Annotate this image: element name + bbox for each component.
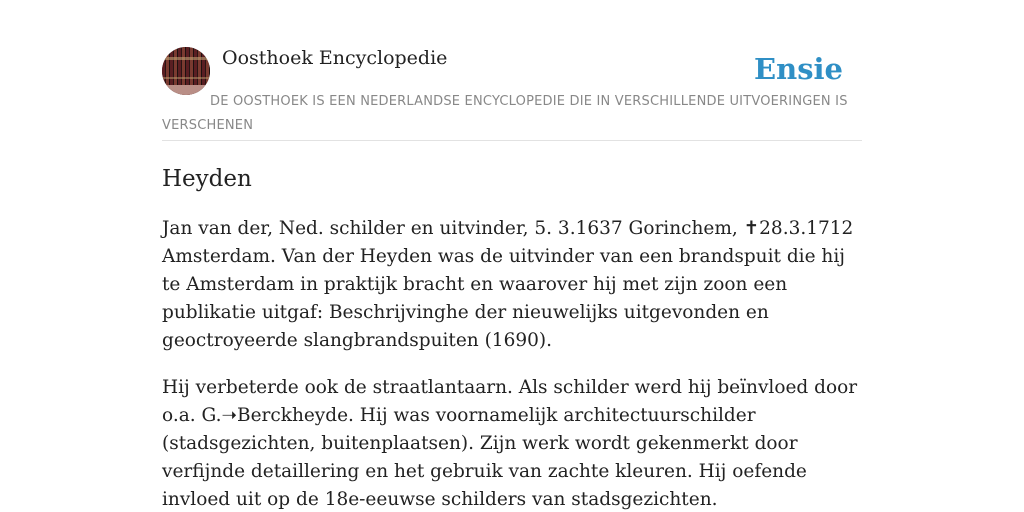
- article-paragraph: Hij verbeterde ook de straatlantaarn. Als schilder werd hij beïnvloed door o.a. G.➝Berckheyde. Hij was voornamelijk architectuurschilder (stadsgezichten, buitenplaatsen). Zijn werk wordt gekenmerkt door verfijnde detaillering en het gebruik van zachte kleuren. Hij oefende invloed uit op de 18e-eeuwse schilders van stadsgezichten.: [162, 377, 858, 510]
- site-avatar[interactable]: [162, 47, 210, 95]
- article-title: Heyden: [162, 166, 252, 192]
- ensie-logo-link[interactable]: Ensie: [754, 52, 843, 86]
- site-tagline: DE OOSTHOEK IS EEN NEDERLANDSE ENCYCLOPEDIE DIE IN VERSCHILLENDE UITVOERINGEN IS VERSCHENEN: [162, 94, 848, 133]
- site-header: [162, 46, 862, 141]
- site-name[interactable]: Oosthoek Encyclopedie: [222, 47, 448, 69]
- article-body: [162, 215, 864, 512]
- article-paragraph: Jan van der, Ned. schilder en uitvinder, 5. 3.1637 Gorinchem, ✝28.3.1712 Amsterdam. Van der Heyden was de uitvinder van een brandspuit die hij te Amsterdam in praktijk bracht en waarover hij met zijn zoon een publikatie uitgaf: Beschrijvinghe der nieuwelijks uitgevonden en geoctroyeerde slangbrandspuiten (1690).: [162, 218, 854, 351]
